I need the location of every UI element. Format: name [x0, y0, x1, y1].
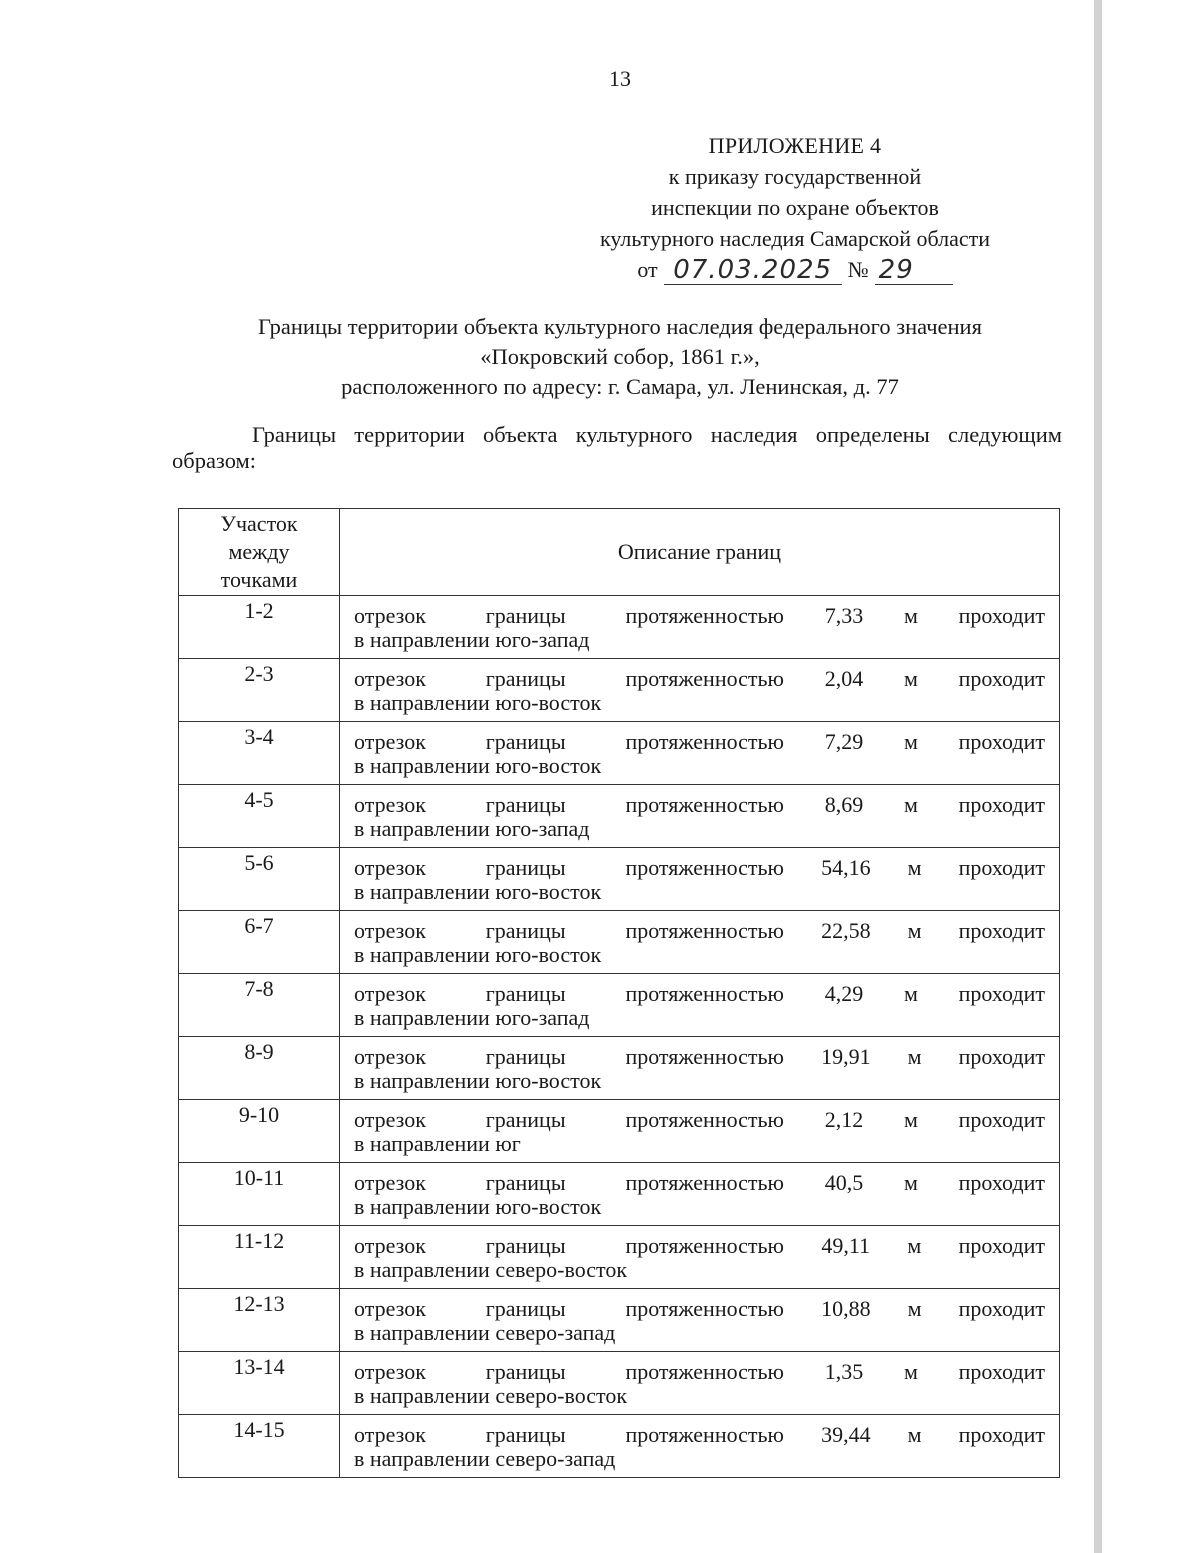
- boundaries-table: [178, 508, 1060, 1478]
- verb: проходит: [958, 1359, 1045, 1384]
- length-unit: м: [903, 603, 918, 628]
- from-label: от: [637, 257, 658, 282]
- segment-cell: [179, 1100, 340, 1163]
- segment-cell: [179, 1415, 340, 1478]
- segment-cell: [179, 1226, 340, 1289]
- heading-line-3: расположенного по адресу: г. Самара, ул. Ленинская, д. 77: [341, 374, 899, 399]
- length-unit: м: [907, 1233, 922, 1258]
- header-description: Описание границ: [340, 509, 1060, 596]
- description-text: отрезок границы протяженностью: [354, 1044, 784, 1069]
- segment-label: 12-13: [233, 1291, 285, 1316]
- description-text: отрезок границы протяженностью: [354, 1359, 784, 1384]
- verb: проходит: [958, 1233, 1045, 1258]
- order-date-number-line: [560, 254, 1030, 285]
- length-unit: м: [903, 729, 918, 754]
- length-value: 39,44: [821, 1422, 871, 1447]
- description-cell: [340, 911, 1060, 974]
- segment-label: 1-2: [244, 598, 274, 623]
- scan-page-edge: [1094, 0, 1102, 1553]
- description-text: отрезок границы протяженностью: [354, 729, 784, 754]
- appendix-line-1: к приказу государственной: [668, 164, 922, 189]
- segment-cell: [179, 596, 340, 659]
- description-text: отрезок границы протяженностью: [354, 981, 784, 1006]
- description-text: отрезок границы протяженностью: [354, 1233, 784, 1258]
- appendix-line-2: инспекции по охране объектов: [651, 195, 939, 220]
- segment-label: 10-11: [233, 1165, 285, 1190]
- description-text: отрезок границы протяженностью: [354, 855, 784, 880]
- table-row: [179, 659, 1060, 722]
- segment-label: 6-7: [244, 913, 274, 938]
- appendix-block: [560, 130, 1030, 285]
- description-cell: [340, 1163, 1060, 1226]
- length-value: 2,04: [824, 666, 864, 691]
- length-value: 4,29: [824, 981, 864, 1006]
- table-row: [179, 722, 1060, 785]
- table-row: [179, 1352, 1060, 1415]
- segment-cell: [179, 722, 340, 785]
- segment-cell: [179, 974, 340, 1037]
- description-cell: [340, 1100, 1060, 1163]
- description-cell: [340, 785, 1060, 848]
- length-unit: м: [903, 1170, 918, 1195]
- verb: проходит: [958, 981, 1045, 1006]
- length-value: 49,11: [821, 1233, 871, 1258]
- length-value: 22,58: [821, 918, 871, 943]
- description-text: отрезок границы протяженностью: [354, 1422, 784, 1447]
- segment-cell: [179, 911, 340, 974]
- segment-label: 4-5: [244, 787, 274, 812]
- length-unit: м: [903, 981, 918, 1006]
- segment-cell: [179, 1289, 340, 1352]
- direction-text: в направлении северо-восток: [354, 1383, 628, 1408]
- length-unit: м: [903, 666, 918, 691]
- segment-label: 3-4: [244, 724, 274, 749]
- length-value: 19,91: [821, 1044, 871, 1069]
- length-value: 54,16: [821, 855, 871, 880]
- segment-label: 11-12: [233, 1228, 285, 1253]
- verb: проходит: [958, 792, 1045, 817]
- length-value: 2,12: [824, 1107, 864, 1132]
- length-value: 1,35: [824, 1359, 864, 1384]
- number-label: №: [847, 257, 869, 282]
- segment-cell: [179, 848, 340, 911]
- intro-paragraph: Границы территории объекта культурного наследия определены следующим образом:: [172, 422, 1062, 473]
- direction-text: в направлении юго-восток: [354, 1194, 602, 1219]
- segment-cell: [179, 1163, 340, 1226]
- description-text: отрезок границы протяженностью: [354, 666, 784, 691]
- length-unit: м: [907, 918, 922, 943]
- description-cell: [340, 1226, 1060, 1289]
- page-number: 13: [609, 66, 631, 91]
- header-segment: [179, 509, 340, 596]
- handwritten-date: 07.03.2025: [664, 256, 842, 285]
- length-value: 10,88: [821, 1296, 871, 1321]
- length-unit: м: [903, 1107, 918, 1132]
- direction-text: в направлении северо-запад: [354, 1446, 616, 1471]
- description-cell: [340, 1037, 1060, 1100]
- length-value: 8,69: [824, 792, 864, 817]
- table-row: [179, 974, 1060, 1037]
- verb: проходит: [958, 1107, 1045, 1132]
- verb: проходит: [958, 1296, 1045, 1321]
- description-text: отрезок границы протяженностью: [354, 603, 784, 628]
- heading-line-2: «Покровский собор, 1861 г.»,: [480, 344, 760, 369]
- segment-cell: [179, 785, 340, 848]
- table-header-row: [179, 509, 1060, 596]
- handwritten-number: 29: [875, 256, 953, 285]
- table-body: [179, 596, 1060, 1478]
- description-text: отрезок границы протяженностью: [354, 792, 784, 817]
- segment-label: 13-14: [233, 1354, 285, 1379]
- description-cell: [340, 1352, 1060, 1415]
- description-cell: [340, 1289, 1060, 1352]
- table-row: [179, 1163, 1060, 1226]
- verb: проходит: [958, 855, 1045, 880]
- description-cell: [340, 722, 1060, 785]
- description-cell: [340, 1415, 1060, 1478]
- segment-label: 8-9: [244, 1039, 274, 1064]
- description-text: отрезок границы протяженностью: [354, 918, 784, 943]
- table-row: [179, 1037, 1060, 1100]
- description-cell: [340, 596, 1060, 659]
- direction-text: в направлении северо-восток: [354, 1257, 628, 1282]
- length-value: 7,33: [824, 603, 864, 628]
- direction-text: в направлении юго-восток: [354, 879, 602, 904]
- verb: проходит: [958, 1422, 1045, 1447]
- length-unit: м: [907, 1044, 922, 1069]
- direction-text: в направлении юго-восток: [354, 690, 602, 715]
- table-row: [179, 911, 1060, 974]
- direction-text: в направлении юго-запад: [354, 627, 590, 652]
- description-text: отрезок границы протяженностью: [354, 1107, 784, 1132]
- appendix-line-3: культурного наследия Самарской области: [599, 226, 991, 251]
- length-value: 40,5: [824, 1170, 864, 1195]
- description-cell: [340, 659, 1060, 722]
- direction-text: в направлении юг: [354, 1131, 521, 1156]
- length-unit: м: [907, 855, 922, 880]
- description-cell: [340, 974, 1060, 1037]
- segment-label: 9-10: [238, 1102, 280, 1127]
- appendix-title: ПРИЛОЖЕНИЕ 4: [708, 133, 882, 158]
- verb: проходит: [958, 729, 1045, 754]
- document-heading: [180, 312, 1060, 402]
- verb: проходит: [958, 1044, 1045, 1069]
- table-row: [179, 785, 1060, 848]
- direction-text: в направлении северо-запад: [354, 1320, 616, 1345]
- description-cell: [340, 848, 1060, 911]
- verb: проходит: [958, 603, 1045, 628]
- length-unit: м: [907, 1422, 922, 1447]
- segment-label: 2-3: [244, 661, 274, 686]
- table-row: [179, 1100, 1060, 1163]
- table-row: [179, 596, 1060, 659]
- table-row: [179, 1415, 1060, 1478]
- direction-text: в направлении юго-восток: [354, 942, 602, 967]
- verb: проходит: [958, 666, 1045, 691]
- table-row: [179, 1289, 1060, 1352]
- segment-label: 5-6: [244, 850, 274, 875]
- verb: проходит: [958, 918, 1045, 943]
- description-text: отрезок границы протяженностью: [354, 1296, 784, 1321]
- segment-cell: [179, 1352, 340, 1415]
- direction-text: в направлении юго-запад: [354, 816, 590, 841]
- direction-text: в направлении юго-запад: [354, 1005, 590, 1030]
- length-unit: м: [903, 1359, 918, 1384]
- segment-label: 7-8: [244, 976, 274, 1001]
- table-row: [179, 848, 1060, 911]
- header-segment-label: Участок между точками: [220, 511, 298, 592]
- table-row: [179, 1226, 1060, 1289]
- segment-cell: [179, 659, 340, 722]
- segment-cell: [179, 1037, 340, 1100]
- verb: проходит: [958, 1170, 1045, 1195]
- length-unit: м: [907, 1296, 922, 1321]
- length-value: 7,29: [824, 729, 864, 754]
- segment-label: 14-15: [233, 1417, 285, 1442]
- heading-line-1: Границы территории объекта культурного наследия федерального значения: [258, 314, 982, 339]
- direction-text: в направлении юго-восток: [354, 1068, 602, 1093]
- length-unit: м: [903, 792, 918, 817]
- direction-text: в направлении юго-восток: [354, 753, 602, 778]
- description-text: отрезок границы протяженностью: [354, 1170, 784, 1195]
